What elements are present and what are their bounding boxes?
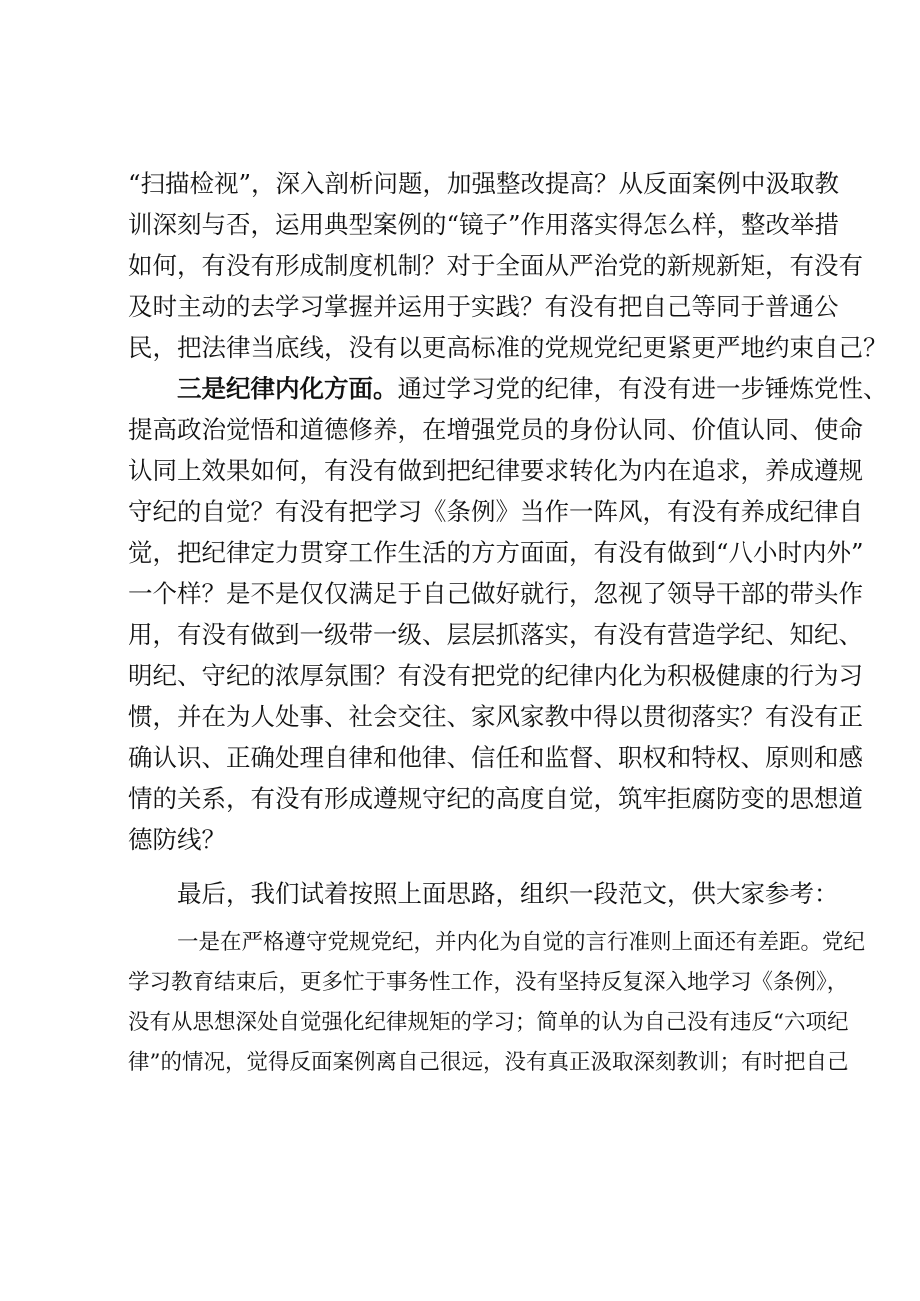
paragraph-4-line-3: 没有从思想深处自觉强化纪律规矩的学习；简单的认为自己没有违反“六项纪 [128,1010,849,1035]
paragraph-2-line-12: 德防线？ [128,825,226,854]
paragraph-2-line-1-text: 通过学习党的纪律，有没有进一步锤炼党性、 [397,374,888,403]
paragraph-4-line-1: 一是在严格遵守党规党纪，并内化为自觉的言行准则上面还有差距。党纪 [177,930,866,955]
paragraph-1-line-4: 及时主动的去学习掌握并运用于实践？有没有把自己等同于普通公 [128,292,839,321]
paragraph-2-line-1 [177,371,888,407]
paragraph-1-line-5: 民，把法律当底线，没有以更高标准的党规党纪更紧更严地约束自己？ [128,333,888,362]
paragraph-1-line-1: “扫描检视”，深入剖析问题，加强整改提高？从反面案例中汲取教 [128,169,840,198]
paragraph-2-line-7: 用，有没有做到一级带一级、层层抓落实，有没有营造学纪、知纪、 [128,620,863,649]
paragraph-2-line-5: 觉，把纪律定力贯穿工作生活的方方面面，有没有做到“八小时内外” [128,538,864,567]
paragraph-1-line-3: 如何，有没有形成制度机制？对于全面从严治党的新规新矩，有没有 [128,251,863,280]
paragraph-4-line-2: 学习教育结束后，更多忙于事务性工作，没有坚持反复深入地学习《条例》， [128,970,849,995]
paragraph-2-line-8: 明纪、守纪的浓厚氛围？有没有把党的纪律内化为积极健康的行为习 [128,661,863,690]
paragraph-2-line-6: 一个样？是不是仅仅满足于自己做好就行，忽视了领导干部的带头作 [128,579,863,608]
paragraph-3-text: 最后，我们试着按照上面思路，组织一段范文，供大家参考： [177,879,839,908]
paragraph-2-line-9: 惯，并在为人处事、社会交往、家风家教中得以贯彻落实？有没有正 [128,702,863,731]
paragraph-2-line-4: 守纪的自觉？有没有把学习《条例》当作一阵风，有没有养成纪律自 [128,497,863,526]
section-heading: 三是纪律内化方面。 [177,374,398,403]
paragraph-2-line-11: 情的关系，有没有形成遵规守纪的高度自觉，筑牢拒腐防变的思想道 [128,784,863,813]
paragraph-4-line-4: 律”的情况，觉得反面案例离自己很远，没有真正汲取深刻教训；有时把自己 [128,1050,849,1075]
paragraph-2-line-3: 认同上效果如何，有没有做到把纪律要求转化为内在追求，养成遵规 [128,456,863,485]
paragraph-2-line-10: 确认识、正确处理自律和他律、信任和监督、职权和特权、原则和感 [128,743,863,772]
paragraph-1-line-2: 训深刻与否，运用典型案例的“镜子”作用落实得怎么样，整改举措 [128,210,840,239]
paragraph-2-line-2: 提高政治觉悟和道德修养，在增强党员的身份认同、价值认同、使命 [128,415,863,444]
